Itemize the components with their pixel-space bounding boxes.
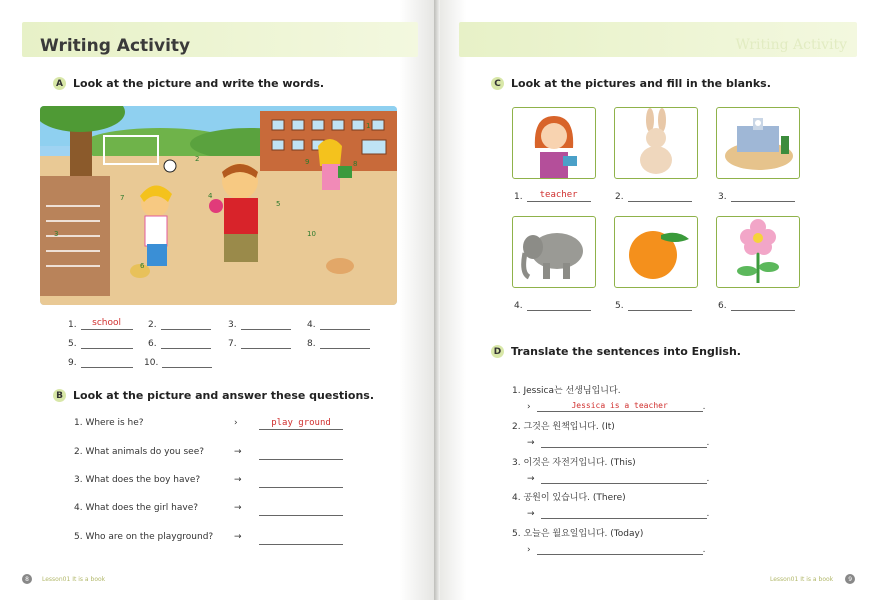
a-item-8: 8. xyxy=(307,337,370,349)
a-answer-10[interactable] xyxy=(162,356,212,368)
a-answer-8[interactable] xyxy=(320,337,370,349)
arrow-2: → xyxy=(234,447,242,457)
answer-2[interactable] xyxy=(259,448,343,460)
question-2: 2. What animals do you see? xyxy=(74,447,205,457)
translation-1-input[interactable]: Jessica is a teacher xyxy=(537,400,703,412)
a-answer-7[interactable] xyxy=(241,337,291,349)
section-a-heading xyxy=(53,77,324,90)
section-b-badge: B xyxy=(53,389,66,402)
a-answer-4[interactable] xyxy=(320,318,370,330)
playground-illustration xyxy=(40,106,397,305)
a-answer-1[interactable]: school xyxy=(81,318,133,330)
a-item-6: 6. xyxy=(148,337,211,349)
a-item-7: 7. xyxy=(228,337,291,349)
c-answer-6[interactable] xyxy=(731,299,795,311)
sentence-3: 3. 이것은 자전거입니다. (This) xyxy=(512,458,636,468)
a-item-3: 3. xyxy=(228,318,291,330)
c-answer-3[interactable] xyxy=(731,190,795,202)
a-answer-2[interactable] xyxy=(161,318,211,330)
marker-10: 10 xyxy=(307,230,316,238)
right-footer-lesson: Lesson01 It is a book xyxy=(770,575,834,583)
a-item-9: 9. xyxy=(68,356,133,368)
sentence-2: 2. 그것은 원책입니다. (It) xyxy=(512,422,615,432)
arrow-5: → xyxy=(234,532,242,542)
section-d-title: Translate the sentences into English. xyxy=(511,345,741,358)
a-item-5: 5. xyxy=(68,337,133,349)
right-header-banner xyxy=(459,22,857,57)
question-1: 1. Where is he? xyxy=(74,418,144,428)
translation-2-input[interactable] xyxy=(541,436,707,448)
translation-3-input[interactable] xyxy=(541,472,707,484)
right-header-title: Writing Activity xyxy=(735,37,847,53)
marker-5: 5 xyxy=(276,200,281,208)
section-b-heading xyxy=(53,389,374,402)
sentence-5: 5. 오늘은 월요일입니다. (Today) xyxy=(512,529,644,539)
picture-elephant xyxy=(512,216,596,288)
a-answer-3[interactable] xyxy=(241,318,291,330)
section-c-title: Look at the pictures and fill in the blanks. xyxy=(511,77,771,90)
translation-4: → . xyxy=(527,509,710,519)
a-item-10: 10. xyxy=(144,356,212,368)
section-d-badge: D xyxy=(491,345,504,358)
section-b-title: Look at the picture and answer these questions. xyxy=(73,389,375,402)
question-4: 4. What does the girl have? xyxy=(74,503,199,513)
picture-rabbit xyxy=(614,107,698,179)
translation-4-input[interactable] xyxy=(541,507,707,519)
sentence-4: 4. 공원이 있습니다. (There) xyxy=(512,493,626,503)
arrow-3: → xyxy=(234,475,242,485)
picture-school xyxy=(716,107,800,179)
left-header-title: Writing Activity xyxy=(40,36,191,56)
picture-flower xyxy=(716,216,800,288)
left-footer xyxy=(22,574,105,584)
section-a-badge: A xyxy=(53,77,66,90)
marker-4: 4 xyxy=(208,192,213,200)
c-item-2: 2. xyxy=(615,190,692,202)
c-item-6: 6. xyxy=(718,299,795,311)
a-answer-5[interactable] xyxy=(81,337,133,349)
section-d-heading xyxy=(491,345,741,358)
sentence-1: 1. Jessica는 선생님입니다. xyxy=(512,386,621,396)
answer-3[interactable] xyxy=(259,476,343,488)
a-answer-9[interactable] xyxy=(81,356,133,368)
picture-teacher xyxy=(512,107,596,179)
translation-3: → . xyxy=(527,474,710,484)
marker-9: 9 xyxy=(305,158,310,166)
c-answer-1[interactable]: teacher xyxy=(527,190,591,202)
question-5: 5. Who are on the playground? xyxy=(74,532,214,542)
a-answer-6[interactable] xyxy=(161,337,211,349)
marker-6: 6 xyxy=(140,262,145,270)
question-3: 3. What does the boy have? xyxy=(74,475,201,485)
translation-1: › Jessica is a teacher . xyxy=(527,401,706,412)
right-page-number: 9 xyxy=(845,574,855,584)
marker-2: 2 xyxy=(195,155,200,163)
a-item-2: 2. xyxy=(148,318,211,330)
marker-3: 3 xyxy=(54,230,59,238)
translation-2: → . xyxy=(527,438,710,448)
playground-scene-svg xyxy=(40,106,397,305)
left-page-number: 8 xyxy=(22,574,32,584)
section-c-heading xyxy=(491,77,771,90)
arrow-1: › xyxy=(234,418,238,428)
c-answer-2[interactable] xyxy=(628,190,692,202)
c-item-4: 4. xyxy=(514,299,591,311)
a-item-1: 1. school xyxy=(68,318,133,330)
answer-4[interactable] xyxy=(259,504,343,516)
c-answer-5[interactable] xyxy=(628,299,692,311)
marker-8: 8 xyxy=(353,160,358,168)
c-item-3: 3. xyxy=(718,190,795,202)
translation-5: › . xyxy=(527,545,706,555)
answer-5[interactable] xyxy=(259,533,343,545)
section-a-title: Look at the picture and write the words. xyxy=(73,77,325,90)
right-footer xyxy=(770,574,855,584)
answer-1[interactable]: play ground xyxy=(259,418,343,430)
picture-orange xyxy=(614,216,698,288)
c-answer-4[interactable] xyxy=(527,299,591,311)
arrow-4: → xyxy=(234,503,242,513)
left-header-banner xyxy=(22,22,418,57)
marker-1: 1 xyxy=(366,122,371,130)
a-item-4: 4. xyxy=(307,318,370,330)
translation-5-input[interactable] xyxy=(537,543,703,555)
c-item-1: 1. teacher xyxy=(514,190,591,202)
section-c-badge: C xyxy=(491,77,504,90)
left-footer-lesson: Lesson01 It is a book xyxy=(42,575,106,583)
c-item-5: 5. xyxy=(615,299,692,311)
marker-7: 7 xyxy=(120,194,125,202)
